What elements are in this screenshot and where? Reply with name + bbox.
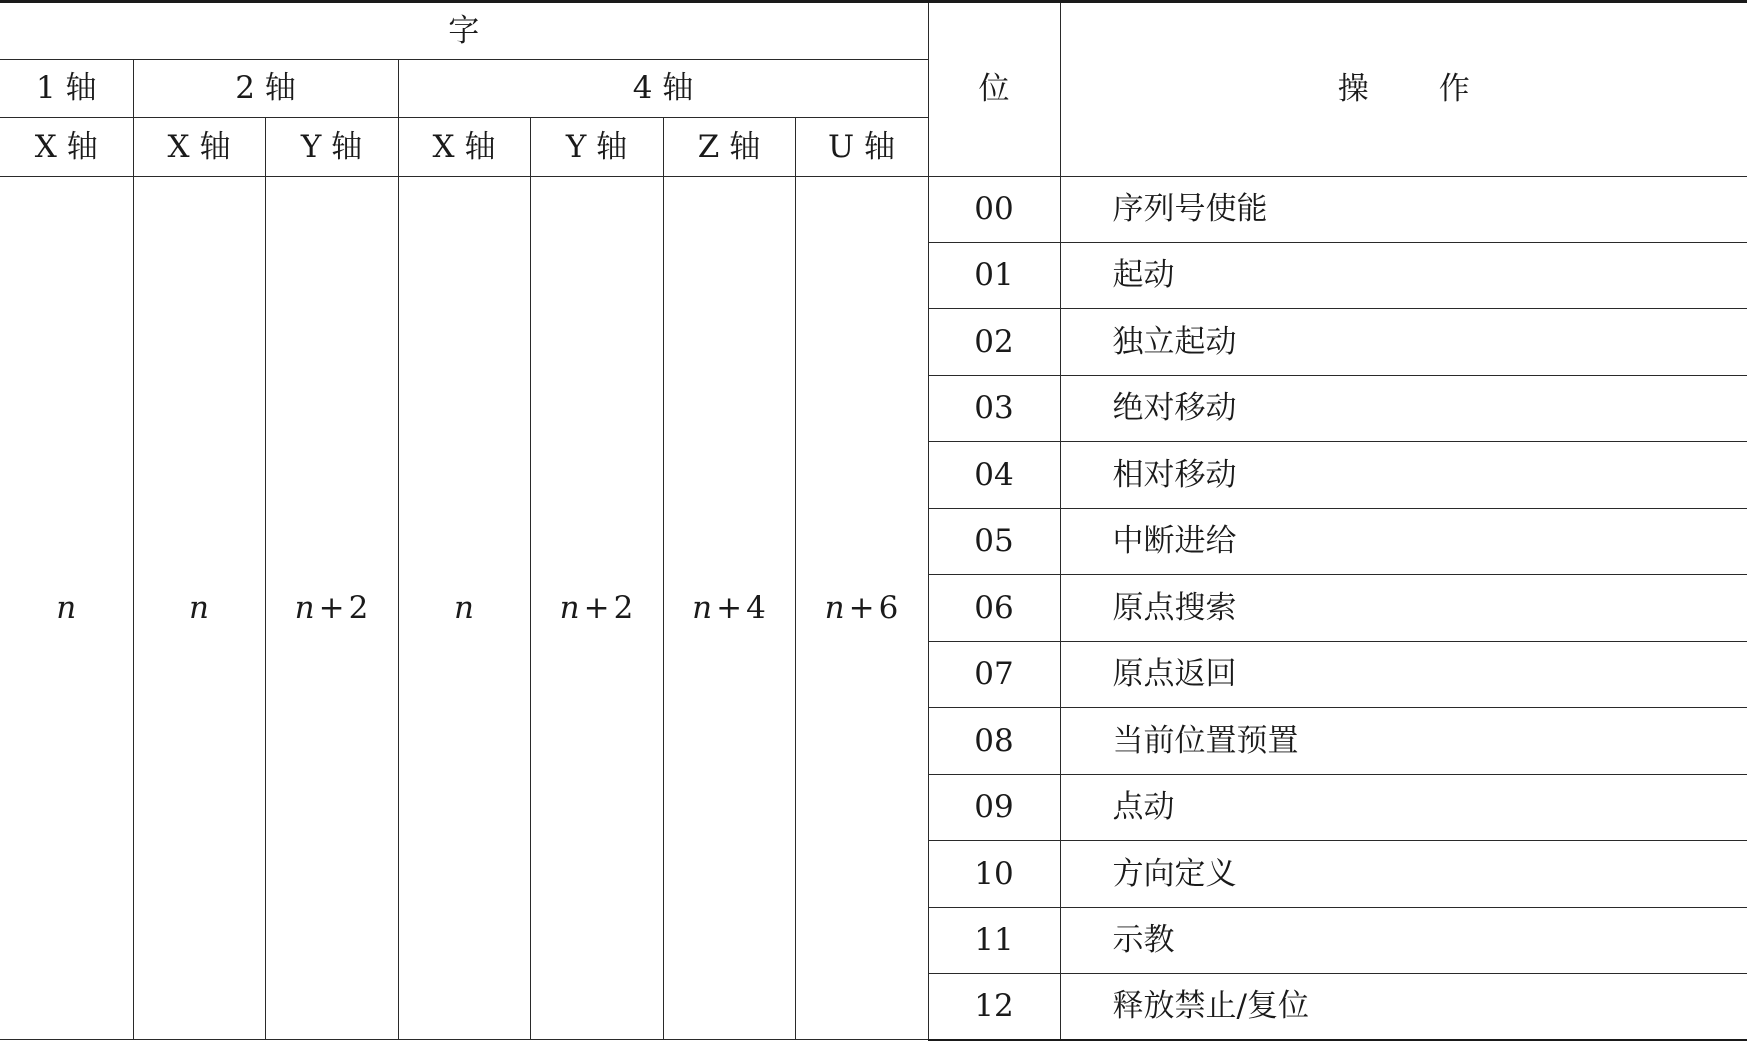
bit-cell: 06 [928,575,1060,642]
bit-cell: 03 [928,376,1060,442]
operation-header-right: 作 [1438,71,1470,108]
axis-header: X 轴 [398,118,530,177]
word-value-cell [265,177,398,1040]
word-variable: n [189,589,209,626]
word-plus: + [716,589,743,626]
word-variable: n [692,589,713,626]
word-offset: 2 [348,589,369,626]
word-offset: 2 [613,589,634,626]
bit-header: 位 [928,2,1060,177]
bit-cell: 01 [928,243,1060,309]
bit-cell: 08 [928,708,1060,775]
word-plus: + [848,589,875,626]
word-value-cell [663,177,795,1040]
axis-group-1: 1 轴 [0,60,133,118]
word-value-cell [795,177,928,1040]
word-offset: 4 [746,589,766,626]
bit-cell: 04 [928,442,1060,509]
bit-cell: 10 [928,841,1060,908]
bit-cell: 12 [928,974,1060,1040]
operation-cell: 原点搜索 [1060,575,1747,642]
axis-header: U 轴 [795,118,928,177]
operation-cell: 方向定义 [1060,841,1747,908]
operation-cell: 相对移动 [1060,442,1747,509]
word-plus: + [583,589,610,626]
axis-group-4: 4 轴 [398,60,928,118]
word-header: 字 [0,2,928,60]
word-variable: n [56,589,77,626]
bit-cell: 00 [928,177,1060,243]
operation-cell: 示教 [1060,908,1747,974]
word-offset: 6 [878,589,899,626]
operation-cell: 序列号使能 [1060,177,1747,243]
operation-cell: 释放禁止/复位 [1060,974,1747,1040]
axis-header: X 轴 [133,118,265,177]
axis-header: Y 轴 [265,118,398,177]
bit-cell: 05 [928,509,1060,575]
word-value-cell [0,177,133,1040]
operation-header-left: 操 [1337,71,1369,108]
word-variable: n [294,589,315,626]
word-value-cell [398,177,530,1040]
axis-header: Z 轴 [663,118,795,177]
word-variable: n [454,589,474,626]
word-plus: + [318,589,345,626]
axis-header: X 轴 [0,118,133,177]
bit-cell: 07 [928,642,1060,708]
operation-cell: 中断进给 [1060,509,1747,575]
word-variable: n [824,589,845,626]
operation-cell: 点动 [1060,775,1747,841]
bit-cell: 02 [928,309,1060,376]
operation-cell: 当前位置预置 [1060,708,1747,775]
word-value-cell [133,177,265,1040]
word-variable: n [559,589,580,626]
operation-cell: 起动 [1060,243,1747,309]
operation-cell: 绝对移动 [1060,376,1747,442]
axis-header: Y 轴 [530,118,663,177]
bit-cell: 09 [928,775,1060,841]
operation-cell: 独立起动 [1060,309,1747,376]
axis-group-2: 2 轴 [133,60,398,118]
operation-header [1060,2,1747,177]
word-value-cell [530,177,663,1040]
operation-cell: 原点返回 [1060,642,1747,708]
bit-cell: 11 [928,908,1060,974]
